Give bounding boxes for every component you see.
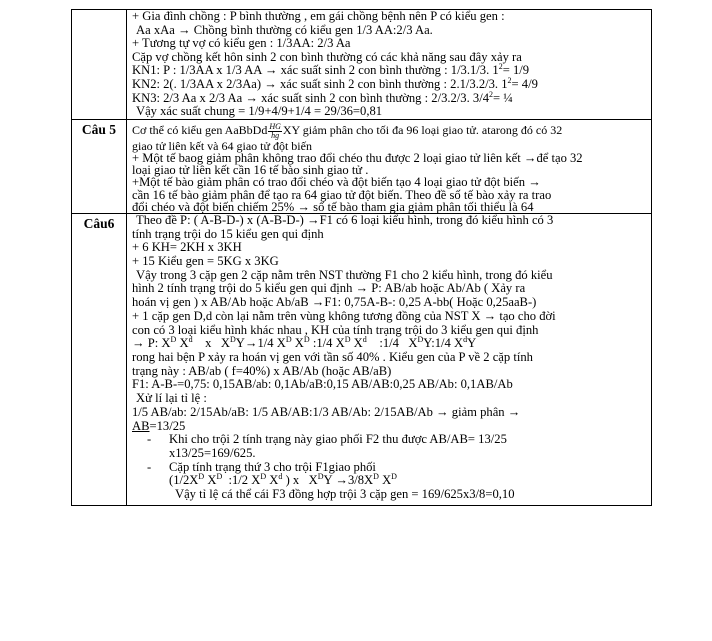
cau6-label-cell — [72, 213, 127, 505]
row-top — [72, 10, 652, 120]
text-line: + Một tế baog giảm phân không trao đổi chéo thu được 2 loại giao tử liên kết →để tạo 32 — [132, 150, 583, 165]
bullet-line: - Khi cho trội 2 tính trạng này giao phối F2 thu được AB/AB= 13/25 — [147, 432, 507, 447]
text-line: loại giao tử liên kết cần 16 tế bào sinh giao tử . — [132, 163, 369, 178]
text-line: Vậy xác suất chung = 1/9+4/9+1/4 = 29/36=0,81 — [136, 104, 383, 119]
text-line: con có 3 loại kiểu hình khác nhau , KH của tính trạng trội do 3 kiểu gen qui định — [132, 322, 539, 337]
cau5-content — [127, 119, 652, 213]
cross-line: ($1/2X^D$ $X^D$ :1/2 $X^D$ $X^d$ ) x $X^DY \to 3/8X^D$ $X^D$ — [169, 472, 397, 488]
text-line: Aa xAa → Chồng bình thường có kiểu gen 1/3 AA:2/3 Aa. — [136, 22, 433, 37]
text-line: trạng này : AB/ab ( f=40%) x AB/Ab (hoặc AB/aB) — [132, 363, 392, 378]
text-line: giao tử liên kết và 64 giao tử đột biến — [132, 138, 312, 153]
text-line: + 6 KH= 2KH x 3KH — [132, 240, 242, 255]
bullet-line: - Cặp tính trạng thứ 3 cho trội F1giao phối — [147, 459, 376, 474]
text-line: rong hai bện P xảy ra hoán vị gen với tần số 40% . Kiểu gen của P về 2 cặp tính — [132, 350, 533, 364]
genotype-fraction: $\frac{HG}{hg}$ — [269, 121, 281, 140]
text-line: Vậy tỉ lệ cá thể cái F3 đồng hợp trội 3 cặp gen = 169/625x3/8=0,10 — [175, 487, 515, 502]
text-line: + Gia đình chồng : P bình thường , em gái chồng bệnh nên P có kiểu gen : — [132, 9, 505, 23]
text-line: Vậy trong 3 cặp gen 2 cặp nằm trên NST thường F1 cho 2 kiểu hình, trong đó kiểu — [136, 267, 553, 282]
text-line: 1/5 AB/ab: 2/15Ab/aB: 1/5 AB/AB:1/3 AB/Ab: 2/15AB/Ab → giảm phân → — [132, 404, 521, 419]
text-line: đổi chéo và đột biến chiếm 25% → số tế bào tham gia giảm phân tối thiểu là 64 — [132, 199, 534, 214]
text-line: Cặp vợ chồng kết hôn sinh 2 con bình thường có các khả năng sau đây xảy ra — [132, 49, 522, 64]
text-line: F1: A-B-=0,75: 0,15AB/ab: 0,1Ab/aB:0,15 AB/AB:0,25 AB/Ab: 0,1AB/Ab — [132, 377, 513, 392]
cau5-label: Câu 5 — [81, 121, 117, 137]
cau6-content — [127, 213, 652, 505]
text-line: AB=13/25 — [132, 418, 186, 433]
text-line: tính trạng trội do 15 kiểu gen qui định — [132, 226, 324, 241]
text-line: KN3: 2/3 Aa x 2/3 Aa → xác suất sinh 2 con bình thường : 2/3.2/3. $3/4^2=$ ¼ — [132, 89, 513, 105]
text-line: + 1 cặp gen D,d còn lại nằm trên vùng không tương đồng của NST X → tạo cho đời — [132, 308, 556, 323]
text-line: x13/25=169/625. — [169, 445, 256, 460]
cross-line: → P: $X^D$ $X^d$ x $X^DY\to 1/4$ $X^D$ $X^D$ :1/4 $X^D$ $X^d$ :1/4 $X^DY:1/4$ $X^dY$ — [132, 335, 477, 351]
text-line: Cơ thể có kiểu gen AaBbDd $\frac{HG}{hg}$ XY giảm phân cho tối đa 96 loại giao tử. atarong đó có 32 — [132, 121, 563, 140]
text-line: hoán vị gen ) x AB/Ab hoặc Ab/aB →F1: 0,75A-B-: 0,25 A-bb( Hoặc 0,25aaB-) — [132, 295, 537, 310]
text-line: Theo đề P: ( A-B-D-) x (A-B-D-) →F1 có 6 loại kiểu hình, trong đó kiểu hình có 3 — [136, 212, 554, 227]
text-line: KN1: P : 1/3AA x 1/3 AA → xác suất sinh 2 con bình thường : 1/3.1/3. $1^2= 1/9$ — [132, 62, 530, 78]
row-top-label-cell — [72, 10, 127, 120]
text-line: KN2: 2(. 1/3AA x 2/3Aa) → xác suất sinh 2 con bình thường : 2.1/3.2/3. $1^2= 4/9$ — [132, 75, 538, 91]
text-line: Xử lí lại tỉ lệ : — [136, 391, 207, 406]
text-line: + 15 Kiểu gen = 5KG x 3KG — [132, 254, 279, 269]
answer-table — [71, 9, 652, 506]
text-line: + Tương tự vợ có kiểu gen : 1/3AA: 2/3 Aa — [132, 36, 351, 51]
row-top-content — [127, 10, 652, 120]
row-cau5 — [72, 119, 652, 213]
text-line: +Một tế bào giảm phân có trao đổi chéo và đột biến tạo 4 loại giao tử đột biến → — [132, 175, 541, 190]
row-cau6 — [72, 213, 652, 505]
cau5-label-cell — [72, 119, 127, 213]
cau6-label: Câu6 — [83, 215, 115, 231]
text-line: hình 2 tính trạng trội do 5 kiểu gen qui định → P: AB/ab hoặc Ab/Ab ( Xảy ra — [132, 281, 526, 296]
text-line: cần 16 tế bào giảm phân để tạo ra 64 giao tử đột biến. Theo đề số tế bào xảy ra trao — [132, 187, 552, 202]
